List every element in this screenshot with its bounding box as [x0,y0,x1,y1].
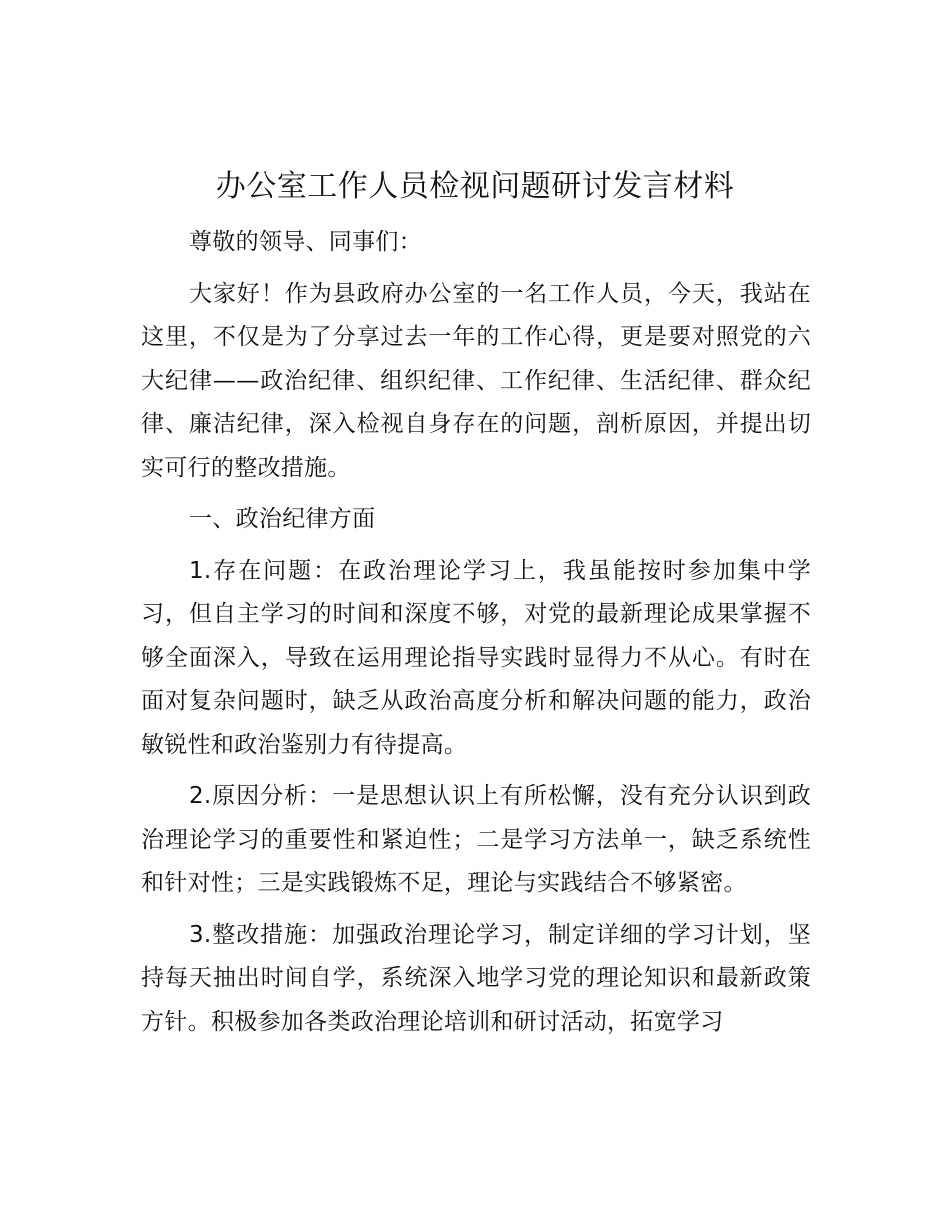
section-heading: 一、政治纪律方面 [189,506,376,532]
rectification-paragraph: 3.整改措施：加强政治理论学习，制定详细的学习计划，坚持每天抽出时间自学，系统深入地学习党的理论知识和最新政策方针。积极参加各类政治理论培训和研讨活动，拓宽学习 [141,921,811,1035]
intro-paragraph: 大家好！作为县政府办公室的一名工作人员，今天，我站在这里，不仅是为了分享过去一年的工作心得，更是要对照党的六大纪律——政治纪律、组织纪律、工作纪律、生活纪律、群众纪律、廉洁纪律，深入检视自身存在的问题，剖析原因，并提出切实可行的整改措施。 [141,280,811,481]
document-body [141,221,811,1052]
document-title: 办公室工作人员检视问题研讨发言材料 [215,169,735,204]
problem-paragraph: 1.存在问题：在政治理论学习上，我虽能按时参加集中学习，但自主学习的时间和深度不够，对党的最新理论成果掌握不够全面深入，导致在运用理论指导实践时显得力不从心。有时在面对复杂问题时，缺乏从政治高度分析和解决问题的能力，政治敏锐性和政治鉴别力有待提高。 [141,557,811,758]
salutation-paragraph: 尊敬的领导、同事们： [189,229,422,255]
cause-analysis-paragraph: 2.原因分析：一是思想认识上有所松懈，没有充分认识到政治理论学习的重要性和紧迫性；二是学习方法单一，缺乏系统性和针对性；三是实践锻炼不足，理论与实践结合不够紧密。 [141,783,811,896]
